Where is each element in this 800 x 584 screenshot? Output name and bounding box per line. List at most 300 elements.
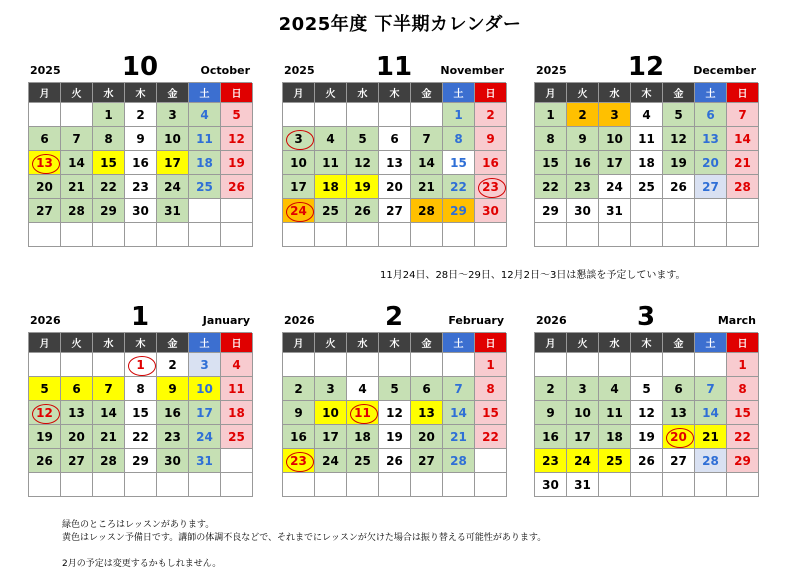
day-cell: 5: [221, 103, 253, 127]
empty-cell: [315, 223, 347, 247]
day-cell: 19: [347, 175, 379, 199]
day-cell: 31: [599, 199, 631, 223]
day-cell: 22: [93, 175, 125, 199]
calendar-month-english: November: [440, 64, 504, 77]
empty-cell: [379, 473, 411, 497]
weekday-header: 火: [315, 333, 347, 353]
day-cell: 28: [411, 199, 443, 223]
calendar-grid: [534, 332, 758, 497]
day-cell: 29: [535, 199, 567, 223]
empty-cell: [93, 473, 125, 497]
weekday-header: 金: [411, 333, 443, 353]
empty-cell: [189, 223, 221, 247]
empty-cell: [125, 473, 157, 497]
empty-cell: [631, 473, 663, 497]
calendar-month: [28, 52, 252, 247]
weekday-header: 月: [283, 333, 315, 353]
day-cell: 7: [443, 377, 475, 401]
day-cell: 16: [157, 401, 189, 425]
calendar-year: 2026: [536, 314, 567, 327]
day-cell: 31: [157, 199, 189, 223]
day-cell: 10: [189, 377, 221, 401]
day-cell: 9: [157, 377, 189, 401]
calendar-month: [282, 302, 506, 497]
calendar-grid: [282, 82, 506, 247]
day-cell: 17: [189, 401, 221, 425]
day-cell: 1: [443, 103, 475, 127]
day-cell: 6: [29, 127, 61, 151]
day-cell: 24: [599, 175, 631, 199]
empty-cell: [379, 103, 411, 127]
weekday-header: 月: [535, 333, 567, 353]
day-cell: 28: [61, 199, 93, 223]
calendar-month-english: February: [448, 314, 504, 327]
day-cell: 21: [695, 425, 727, 449]
day-cell: 18: [315, 175, 347, 199]
day-cell: 7: [695, 377, 727, 401]
weekday-header: 水: [347, 83, 379, 103]
day-cell: 2: [475, 103, 507, 127]
day-cell: 14: [695, 401, 727, 425]
day-cell: 21: [93, 425, 125, 449]
day-cell: 14: [61, 151, 93, 175]
day-cell: 6: [379, 127, 411, 151]
day-cell: 28: [93, 449, 125, 473]
empty-cell: [727, 473, 759, 497]
day-cell: 1: [727, 353, 759, 377]
day-cell: 9: [567, 127, 599, 151]
calendar-year: 2025: [30, 64, 61, 77]
empty-cell: [221, 473, 253, 497]
day-cell: 19: [663, 151, 695, 175]
empty-cell: [475, 473, 507, 497]
empty-cell: [599, 223, 631, 247]
day-cell: 17: [283, 175, 315, 199]
day-cell: 25: [599, 449, 631, 473]
calendar-month: [282, 52, 506, 247]
weekday-header: 日: [475, 333, 507, 353]
day-cell: 11: [599, 401, 631, 425]
weekday-header: 木: [631, 333, 663, 353]
weekday-header: 木: [125, 333, 157, 353]
day-cell: 9: [125, 127, 157, 151]
empty-cell: [283, 473, 315, 497]
day-cell: 27: [663, 449, 695, 473]
empty-cell: [727, 199, 759, 223]
day-cell: 18: [189, 151, 221, 175]
day-cell: 16: [535, 425, 567, 449]
interview-note: 11月24日、28日～29日、12月2日～3日は懇談を予定しています。: [380, 270, 686, 281]
empty-cell: [125, 223, 157, 247]
weekday-header: 水: [599, 333, 631, 353]
day-cell: 9: [475, 127, 507, 151]
calendar-month-number: 1: [130, 302, 150, 332]
calendar-header: [28, 302, 252, 332]
day-cell: 20: [61, 425, 93, 449]
empty-cell: [347, 353, 379, 377]
day-cell: 25: [221, 425, 253, 449]
empty-cell: [29, 103, 61, 127]
empty-cell: [221, 223, 253, 247]
weekday-header: 土: [443, 83, 475, 103]
day-cell: 16: [283, 425, 315, 449]
day-cell: 26: [29, 449, 61, 473]
day-cell: 2: [535, 377, 567, 401]
day-cell: 2: [283, 377, 315, 401]
day-cell: 24: [567, 449, 599, 473]
empty-cell: [29, 223, 61, 247]
day-cell: 4: [315, 127, 347, 151]
empty-cell: [379, 223, 411, 247]
weekday-header: 土: [695, 333, 727, 353]
day-cell: 4: [347, 377, 379, 401]
weekday-header: 金: [157, 83, 189, 103]
day-cell: 23: [475, 175, 507, 199]
calendar-year: 2025: [536, 64, 567, 77]
calendar-month-english: March: [717, 314, 756, 327]
weekday-header: 日: [475, 83, 507, 103]
empty-cell: [157, 223, 189, 247]
day-cell: 10: [315, 401, 347, 425]
day-cell: 18: [221, 401, 253, 425]
day-cell: 12: [631, 401, 663, 425]
day-cell: 5: [347, 127, 379, 151]
empty-cell: [663, 353, 695, 377]
empty-cell: [727, 223, 759, 247]
calendar-grid: [28, 332, 252, 497]
day-cell: 7: [727, 103, 759, 127]
empty-cell: [315, 103, 347, 127]
weekday-header: 火: [61, 83, 93, 103]
day-cell: 29: [125, 449, 157, 473]
day-cell: 30: [475, 199, 507, 223]
day-cell: 25: [189, 175, 221, 199]
day-cell: 3: [189, 353, 221, 377]
empty-cell: [61, 103, 93, 127]
empty-cell: [599, 353, 631, 377]
calendar-year: 2026: [30, 314, 61, 327]
weekday-header: 金: [663, 83, 695, 103]
empty-cell: [347, 103, 379, 127]
day-cell: 24: [315, 449, 347, 473]
day-cell: 23: [157, 425, 189, 449]
weekday-header: 月: [29, 83, 61, 103]
day-cell: 11: [631, 127, 663, 151]
day-cell: 13: [663, 401, 695, 425]
empty-cell: [631, 199, 663, 223]
day-cell: 7: [61, 127, 93, 151]
empty-cell: [443, 473, 475, 497]
day-cell: 15: [93, 151, 125, 175]
day-cell: 12: [379, 401, 411, 425]
day-cell: 18: [347, 425, 379, 449]
day-cell: 8: [125, 377, 157, 401]
weekday-header: 土: [443, 333, 475, 353]
day-cell: 16: [567, 151, 599, 175]
day-cell: 31: [567, 473, 599, 497]
calendar-header: [282, 302, 506, 332]
day-cell: 23: [567, 175, 599, 199]
calendar-month-english: December: [693, 64, 756, 77]
empty-cell: [535, 353, 567, 377]
day-cell: 27: [379, 199, 411, 223]
day-cell: 22: [125, 425, 157, 449]
empty-cell: [411, 223, 443, 247]
empty-cell: [157, 473, 189, 497]
day-cell: 19: [631, 425, 663, 449]
day-cell: 26: [221, 175, 253, 199]
weekday-header: 月: [535, 83, 567, 103]
empty-cell: [663, 473, 695, 497]
empty-cell: [411, 353, 443, 377]
calendar-month: [534, 52, 758, 247]
empty-cell: [411, 103, 443, 127]
day-cell: 10: [599, 127, 631, 151]
day-cell: 23: [535, 449, 567, 473]
calendar-year: 2026: [284, 314, 315, 327]
day-cell: 26: [631, 449, 663, 473]
day-cell: 11: [347, 401, 379, 425]
empty-cell: [599, 473, 631, 497]
day-cell: 9: [283, 401, 315, 425]
weekday-header: 水: [347, 333, 379, 353]
weekday-header: 木: [379, 83, 411, 103]
day-cell: 26: [379, 449, 411, 473]
day-cell: 21: [411, 175, 443, 199]
day-cell: 23: [283, 449, 315, 473]
calendar-header: [28, 52, 252, 82]
day-cell: 6: [695, 103, 727, 127]
day-cell: 28: [695, 449, 727, 473]
empty-cell: [535, 223, 567, 247]
calendar-grid: [28, 82, 252, 247]
day-cell: 13: [29, 151, 61, 175]
empty-cell: [443, 223, 475, 247]
day-cell: 30: [125, 199, 157, 223]
weekday-header: 金: [157, 333, 189, 353]
day-cell: 15: [727, 401, 759, 425]
day-cell: 13: [379, 151, 411, 175]
empty-cell: [347, 473, 379, 497]
empty-cell: [475, 223, 507, 247]
day-cell: 19: [29, 425, 61, 449]
day-cell: 18: [631, 151, 663, 175]
day-cell: 15: [125, 401, 157, 425]
day-cell: 17: [157, 151, 189, 175]
day-cell: 12: [29, 401, 61, 425]
day-cell: 6: [61, 377, 93, 401]
day-cell: 14: [93, 401, 125, 425]
empty-cell: [695, 473, 727, 497]
day-cell: 10: [283, 151, 315, 175]
weekday-header: 月: [283, 83, 315, 103]
empty-cell: [189, 199, 221, 223]
empty-cell: [61, 473, 93, 497]
day-cell: 16: [475, 151, 507, 175]
day-cell: 5: [29, 377, 61, 401]
day-cell: 2: [125, 103, 157, 127]
day-cell: 11: [315, 151, 347, 175]
empty-cell: [283, 353, 315, 377]
weekday-header: 水: [599, 83, 631, 103]
weekday-header: 金: [663, 333, 695, 353]
empty-cell: [631, 223, 663, 247]
day-cell: 6: [663, 377, 695, 401]
weekday-header: 土: [695, 83, 727, 103]
calendar-month-number: 11: [375, 52, 413, 82]
day-cell: 4: [599, 377, 631, 401]
calendar-month-english: January: [202, 314, 250, 327]
day-cell: 21: [727, 151, 759, 175]
day-cell: 5: [631, 377, 663, 401]
day-cell: 22: [727, 425, 759, 449]
weekday-header: 金: [411, 83, 443, 103]
day-cell: 4: [189, 103, 221, 127]
empty-cell: [93, 223, 125, 247]
day-cell: 14: [411, 151, 443, 175]
weekday-header: 水: [93, 333, 125, 353]
day-cell: 5: [379, 377, 411, 401]
day-cell: 20: [695, 151, 727, 175]
day-cell: 8: [535, 127, 567, 151]
day-cell: 8: [93, 127, 125, 151]
day-cell: 1: [93, 103, 125, 127]
day-cell: 22: [475, 425, 507, 449]
calendar-month: [28, 302, 252, 497]
empty-cell: [695, 223, 727, 247]
day-cell: 8: [475, 377, 507, 401]
day-cell: 15: [443, 151, 475, 175]
empty-cell: [315, 473, 347, 497]
day-cell: 13: [695, 127, 727, 151]
day-cell: 28: [727, 175, 759, 199]
weekday-header: 土: [189, 83, 221, 103]
empty-cell: [695, 353, 727, 377]
day-cell: 12: [663, 127, 695, 151]
empty-cell: [411, 473, 443, 497]
empty-cell: [93, 353, 125, 377]
weekday-header: 水: [93, 83, 125, 103]
day-cell: 29: [93, 199, 125, 223]
day-cell: 30: [157, 449, 189, 473]
calendar-year: 2025: [284, 64, 315, 77]
day-cell: 6: [411, 377, 443, 401]
day-cell: 4: [221, 353, 253, 377]
empty-cell: [221, 449, 253, 473]
day-cell: 25: [631, 175, 663, 199]
weekday-header: 月: [29, 333, 61, 353]
page-title: 2025年度 下半期カレンダー: [278, 14, 522, 35]
day-cell: 7: [411, 127, 443, 151]
footnote-reserve: 黄色はレッスン予備日です。講師の体調不良などで、それまでにレッスンが欠けた場合は振り替える可能性があります。: [62, 533, 547, 543]
day-cell: 17: [315, 425, 347, 449]
day-cell: 29: [727, 449, 759, 473]
empty-cell: [663, 223, 695, 247]
day-cell: 19: [379, 425, 411, 449]
day-cell: 3: [283, 127, 315, 151]
day-cell: 17: [599, 151, 631, 175]
empty-cell: [663, 199, 695, 223]
empty-cell: [61, 353, 93, 377]
day-cell: 24: [157, 175, 189, 199]
day-cell: 10: [567, 401, 599, 425]
day-cell: 30: [535, 473, 567, 497]
day-cell: 18: [599, 425, 631, 449]
footnote-lesson: 緑色のところはレッスンがあります。: [62, 520, 215, 530]
day-cell: 22: [535, 175, 567, 199]
day-cell: 12: [347, 151, 379, 175]
day-cell: 4: [631, 103, 663, 127]
day-cell: 13: [61, 401, 93, 425]
day-cell: 3: [567, 377, 599, 401]
day-cell: 27: [61, 449, 93, 473]
day-cell: 26: [347, 199, 379, 223]
weekday-header: 日: [221, 83, 253, 103]
day-cell: 17: [567, 425, 599, 449]
weekday-header: 火: [567, 83, 599, 103]
day-cell: 10: [157, 127, 189, 151]
calendar-month-number: 3: [636, 302, 656, 332]
day-cell: 8: [727, 377, 759, 401]
day-cell: 21: [443, 425, 475, 449]
footnote-february: 2月の予定は変更するかもしれません。: [62, 559, 222, 569]
day-cell: 21: [61, 175, 93, 199]
day-cell: 23: [125, 175, 157, 199]
day-cell: 20: [663, 425, 695, 449]
day-cell: 19: [221, 151, 253, 175]
empty-cell: [315, 353, 347, 377]
day-cell: 28: [443, 449, 475, 473]
weekday-header: 日: [221, 333, 253, 353]
day-cell: 8: [443, 127, 475, 151]
calendar-month: [534, 302, 758, 497]
empty-cell: [631, 353, 663, 377]
weekday-header: 日: [727, 333, 759, 353]
day-cell: 9: [535, 401, 567, 425]
day-cell: 13: [411, 401, 443, 425]
day-cell: 20: [411, 425, 443, 449]
day-cell: 27: [29, 199, 61, 223]
day-cell: 29: [443, 199, 475, 223]
day-cell: 26: [663, 175, 695, 199]
empty-cell: [695, 199, 727, 223]
day-cell: 12: [221, 127, 253, 151]
day-cell: 20: [379, 175, 411, 199]
day-cell: 11: [189, 127, 221, 151]
day-cell: 1: [475, 353, 507, 377]
empty-cell: [379, 353, 411, 377]
day-cell: 25: [347, 449, 379, 473]
empty-cell: [567, 353, 599, 377]
weekday-header: 日: [727, 83, 759, 103]
empty-cell: [283, 103, 315, 127]
calendar-month-english: October: [200, 64, 250, 77]
day-cell: 1: [535, 103, 567, 127]
calendar-header: [534, 302, 758, 332]
day-cell: 24: [283, 199, 315, 223]
day-cell: 1: [125, 353, 157, 377]
weekday-header: 木: [125, 83, 157, 103]
empty-cell: [29, 473, 61, 497]
day-cell: 25: [315, 199, 347, 223]
day-cell: 3: [315, 377, 347, 401]
day-cell: 24: [189, 425, 221, 449]
calendar-grid: [282, 332, 506, 497]
empty-cell: [475, 449, 507, 473]
weekday-header: 木: [631, 83, 663, 103]
day-cell: 14: [443, 401, 475, 425]
calendar-header: [534, 52, 758, 82]
